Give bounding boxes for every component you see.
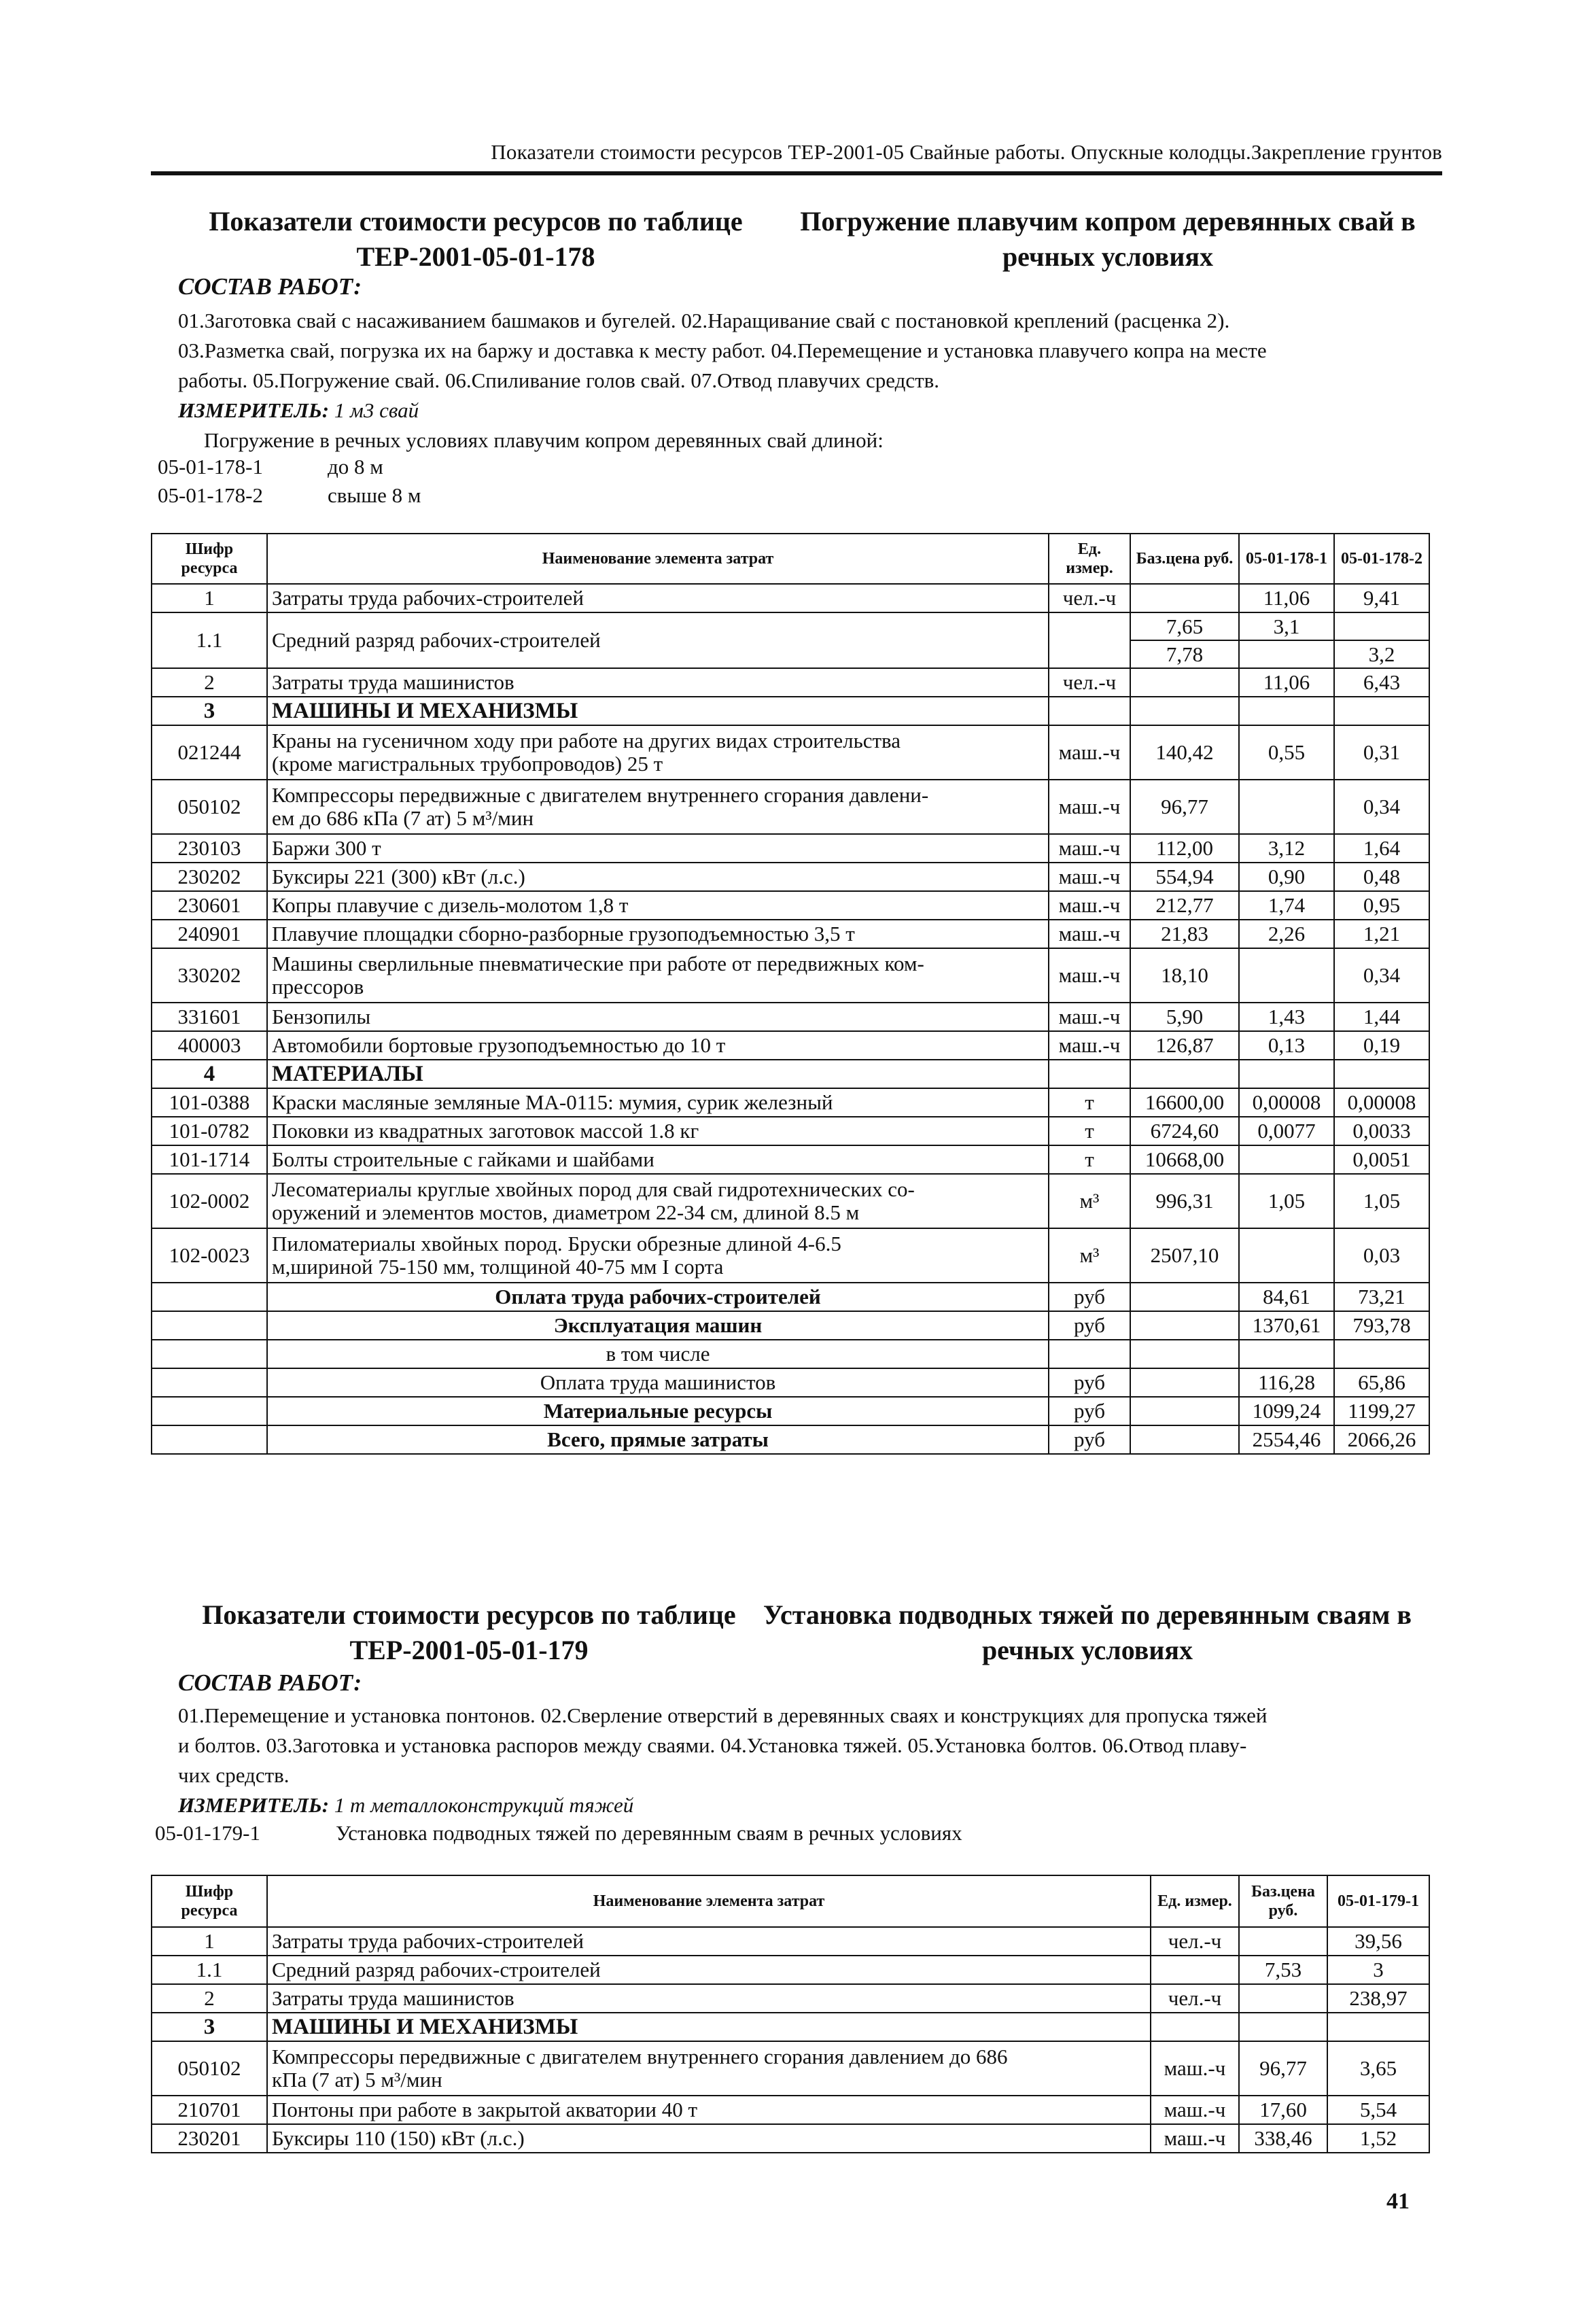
cell-v1: 0,90 [1239, 863, 1334, 891]
section2-codes [155, 1819, 962, 1848]
cell-code: 3 [152, 697, 267, 725]
table-row [152, 668, 1429, 697]
section2-composition-label: СОСТАВ РАБОТ: [178, 1669, 362, 1696]
cell-v2 [1334, 1060, 1429, 1088]
cell-unit: руб [1049, 1368, 1130, 1397]
table-row [152, 1984, 1429, 2013]
cell-unit: т [1049, 1117, 1130, 1145]
table-total-row [152, 1368, 1429, 1397]
section2-title-left [156, 1597, 782, 1668]
cell-v2: 1199,27 [1334, 1397, 1429, 1425]
cell-v2: 6,43 [1334, 668, 1429, 697]
cell-code: 400003 [152, 1031, 267, 1060]
cell-price: 17,60 [1239, 2096, 1327, 2124]
cell-unit: руб [1049, 1425, 1130, 1454]
cell-price [1130, 1368, 1239, 1397]
cell-code: 1.1 [152, 612, 267, 668]
cell-name: Затраты труда машинистов [267, 1984, 1151, 2013]
table-row [152, 2041, 1429, 2096]
cell-name: Буксиры 221 (300) кВт (л.с.) [267, 863, 1049, 891]
cell-name-line: оружений и элементов мостов, диаметром 22-34 см, длиной 8.5 м [272, 1200, 860, 1224]
cell-price: 18,10 [1130, 948, 1239, 1003]
cell-code: 210701 [152, 2096, 267, 2124]
code: 05-01-178-1 [158, 455, 263, 479]
cell-name [267, 780, 1049, 834]
cell-code [152, 1425, 267, 1454]
cell-price: 7,53 [1239, 1956, 1327, 1984]
cell-v1: 1,52 [1327, 2124, 1429, 2153]
code-line [158, 481, 421, 510]
cell-unit [1151, 2013, 1239, 2041]
cell-price: 96,77 [1130, 780, 1239, 834]
table-total-row [152, 1425, 1429, 1454]
cell-code: 1 [152, 584, 267, 612]
cell-name: Материальные ресурсы [267, 1397, 1049, 1425]
cell-unit [1049, 1340, 1130, 1368]
cell-name-line: кПа (7 ат) 5 м³/мин [272, 2068, 442, 2092]
section1-resource-table [151, 533, 1430, 1455]
header-code: Шифр ресурса [152, 1875, 267, 1927]
code: 05-01-178-2 [158, 483, 263, 507]
cell-v1-empty [1240, 641, 1333, 667]
cell-code: 021244 [152, 725, 267, 780]
composition-line: работы. 05.Погружение свай. 06.Спиливание голов свай. 07.Отвод плавучих средств. [178, 368, 940, 392]
cell-name [267, 2041, 1151, 2096]
cell-name: Автомобили бортовые грузоподъемностью до 10 т [267, 1031, 1049, 1060]
cell-name: Понтоны при работе в закрытой акватории 40 т [267, 2096, 1151, 2124]
composition-line: чих средств. [178, 1763, 290, 1787]
section1-composition [178, 306, 1435, 426]
cell-v1: 11,06 [1239, 668, 1334, 697]
cell-price: 2507,10 [1130, 1228, 1239, 1283]
section2-title-left-line1: Показатели стоимости ресурсов по таблице [202, 1599, 736, 1630]
cell-code: 2 [152, 668, 267, 697]
cell-name: Затраты труда рабочих-строителей [267, 584, 1049, 612]
cell-unit: маш.-ч [1049, 948, 1130, 1003]
cell-name: Баржи 300 т [267, 834, 1049, 863]
section1-title-right-line1: Погружение плавучим копром деревянных свай в [800, 206, 1416, 237]
header-col2: 05-01-178-2 [1334, 534, 1429, 584]
cell-unit: т [1049, 1145, 1130, 1174]
cell-name-line: (кроме магистральных трубопроводов) 25 т [272, 752, 663, 776]
cell-name [267, 1174, 1049, 1228]
cell-price-a: 7,65 [1131, 613, 1238, 641]
cell-v2: 0,19 [1334, 1031, 1429, 1060]
table-row [152, 1117, 1429, 1145]
cell-unit: руб [1049, 1283, 1130, 1311]
section1-title-left-line1: Показатели стоимости ресурсов по таблице [209, 206, 743, 237]
cell-name-line: Компрессоры передвижные с двигателем внутреннего сгорания давлением до 686 [272, 2045, 1008, 2068]
cell-v1 [1239, 1060, 1334, 1088]
cell-price [1239, 1927, 1327, 1956]
cell-v1: 1,05 [1239, 1174, 1334, 1228]
cell-code: 050102 [152, 2041, 267, 2096]
table-row [152, 1228, 1429, 1283]
cell-price [1130, 697, 1239, 725]
section2-meter [178, 1790, 1435, 1820]
header-col1: 05-01-179-1 [1327, 1875, 1429, 1927]
cell-code: 3 [152, 2013, 267, 2041]
cell-price [1130, 1340, 1239, 1368]
cell-v2 [1334, 1340, 1429, 1368]
cell-v2: 2066,26 [1334, 1425, 1429, 1454]
code-desc: Установка подводных тяжей по деревянным сваям в речных условиях [336, 1821, 962, 1845]
section2-title-right-line2: речных условиях [981, 1635, 1193, 1665]
cell-name: Затраты труда рабочих-строителей [267, 1927, 1151, 1956]
cell-v1: 0,0077 [1239, 1117, 1334, 1145]
table-row [152, 725, 1429, 780]
cell-v2: 65,86 [1334, 1368, 1429, 1397]
cell-name-line: Пиломатериалы хвойных пород. Бруски обрезные длиной 4-6.5 [272, 1232, 841, 1255]
cell-v1: 39,56 [1327, 1927, 1429, 1956]
cell-v1: 3 [1327, 1956, 1429, 1984]
cell-v2 [1334, 697, 1429, 725]
cell-code [152, 1397, 267, 1425]
cell-price [1239, 2013, 1327, 2041]
cell-name: Средний разряд рабочих-строителей [267, 1956, 1151, 1984]
cell-unit [1049, 697, 1130, 725]
table-row [152, 1174, 1429, 1228]
cell-v1 [1239, 1340, 1334, 1368]
table-section-row [152, 2013, 1429, 2041]
cell-unit: чел.-ч [1151, 1984, 1239, 2013]
cell-name: МАТЕРИАЛЫ [267, 1060, 1049, 1088]
cell-unit: руб [1049, 1311, 1130, 1340]
cell-price: 21,83 [1130, 920, 1239, 948]
table-row [152, 1088, 1429, 1117]
cell-unit: чел.-ч [1151, 1927, 1239, 1956]
cell-name: Всего, прямые затраты [267, 1425, 1049, 1454]
cell-name: Бензопилы [267, 1003, 1049, 1031]
cell-name: в том числе [267, 1340, 1049, 1368]
cell-price: 96,77 [1239, 2041, 1327, 2096]
cell-v1: 1099,24 [1239, 1397, 1334, 1425]
cell-unit: т [1049, 1088, 1130, 1117]
cell-code [152, 1283, 267, 1311]
cell-v2: 73,21 [1334, 1283, 1429, 1311]
cell-price [1130, 1425, 1239, 1454]
cell-price [1239, 1984, 1327, 2013]
cell-code [152, 1368, 267, 1397]
table-row [152, 948, 1429, 1003]
table-row [152, 1927, 1429, 1956]
cell-v1: 0,13 [1239, 1031, 1334, 1060]
section1-title-right [788, 204, 1427, 275]
section1-title-left-line2: ТЕР-2001-05-01-178 [356, 241, 595, 272]
cell-v2: 1,44 [1334, 1003, 1429, 1031]
cell-name: Краски масляные земляные МА-0115: мумия, сурик железный [267, 1088, 1049, 1117]
cell-v2: 0,0051 [1334, 1145, 1429, 1174]
cell-v1 [1239, 780, 1334, 834]
cell-name [267, 725, 1049, 780]
cell-v2: 0,34 [1334, 948, 1429, 1003]
cell-price: 6724,60 [1130, 1117, 1239, 1145]
meter-label: ИЗМЕРИТЕЛЬ: [178, 1793, 330, 1817]
cell-v1 [1239, 948, 1334, 1003]
cell-code: 101-0388 [152, 1088, 267, 1117]
header-code: Шифр ресурса [152, 534, 267, 584]
cell-price: 126,87 [1130, 1031, 1239, 1060]
cell-name-line: Лесоматериалы круглые хвойных пород для свай гидротехнических со- [272, 1177, 915, 1201]
composition-line: 03.Разметка свай, погрузка их на баржу и доставка к месту работ. 04.Перемещение и установка плавучего копра на месте [178, 339, 1267, 362]
cell-price: 5,90 [1130, 1003, 1239, 1031]
code-line [155, 1819, 962, 1848]
cell-code: 330202 [152, 948, 267, 1003]
table-row [152, 834, 1429, 863]
cell-unit: маш.-ч [1049, 780, 1130, 834]
table-row [152, 863, 1429, 891]
cell-unit: маш.-ч [1049, 891, 1130, 920]
cell-unit [1049, 1060, 1130, 1088]
cell-name-line: прессоров [272, 975, 364, 999]
cell-price: 212,77 [1130, 891, 1239, 920]
cell-price-b: 7,78 [1166, 642, 1204, 666]
cell-v1: 3,12 [1239, 834, 1334, 863]
cell-code: 102-0023 [152, 1228, 267, 1283]
cell-unit [1049, 612, 1130, 668]
cell-name: МАШИНЫ И МЕХАНИЗМЫ [267, 697, 1049, 725]
cell-v2: 0,31 [1334, 725, 1429, 780]
cell-v1: 1,43 [1239, 1003, 1334, 1031]
cell-price [1130, 584, 1239, 612]
table-row [152, 780, 1429, 834]
code-desc: свыше 8 м [328, 483, 421, 507]
cell-price [1130, 1397, 1239, 1425]
cell-code: 230103 [152, 834, 267, 863]
meter-value: 1 м3 свай [334, 398, 419, 422]
table-section-row [152, 1060, 1429, 1088]
cell-name: Затраты труда машинистов [267, 668, 1049, 697]
cell-price-split [1130, 612, 1239, 668]
cell-v2: 0,03 [1334, 1228, 1429, 1283]
cell-code: 1 [152, 1927, 267, 1956]
cell-v1: 1,74 [1239, 891, 1334, 920]
table-row [152, 2124, 1429, 2153]
cell-v2: 0,48 [1334, 863, 1429, 891]
cell-price: 554,94 [1130, 863, 1239, 891]
cell-v1 [1239, 1228, 1334, 1283]
cell-v1: 238,97 [1327, 1984, 1429, 2013]
cell-v1 [1327, 2013, 1429, 2041]
cell-unit: маш.-ч [1049, 1031, 1130, 1060]
meter-value: 1 т металлоконструкций тяжей [334, 1793, 634, 1817]
table-row [152, 584, 1429, 612]
cell-v2: 3,2 [1368, 642, 1395, 666]
composition-line: 01.Перемещение и установка понтонов. 02.Сверление отверстий в деревянных сваях и конструкциях для пропуска тяжей [178, 1703, 1268, 1727]
cell-name: Оплата труда машинистов [267, 1368, 1049, 1397]
cell-unit: маш.-ч [1151, 2041, 1239, 2096]
cell-v2: 0,34 [1334, 780, 1429, 834]
cell-price: 140,42 [1130, 725, 1239, 780]
cell-name [267, 948, 1049, 1003]
cell-name: Средний разряд рабочих-строителей [267, 612, 1049, 668]
table-row [152, 2096, 1429, 2124]
table-row [152, 1956, 1429, 1984]
table-total-row [152, 1283, 1429, 1311]
composition-line: и болтов. 03.Заготовка и установка распоров между сваями. 04.Установка тяжей. 05.Установка болтов. 06.Отвод плаву- [178, 1733, 1247, 1757]
code: 05-01-179-1 [155, 1821, 260, 1845]
cell-v1: 2554,46 [1239, 1425, 1334, 1454]
cell-name: Эксплуатация машин [267, 1311, 1049, 1340]
section1-intro: Погружение в речных условиях плавучим копром деревянных свай длиной: [204, 428, 884, 452]
cell-code: 240901 [152, 920, 267, 948]
table-row [152, 1145, 1429, 1174]
table-section-row [152, 697, 1429, 725]
cell-v1 [1239, 697, 1334, 725]
cell-unit: руб [1049, 1397, 1130, 1425]
cell-name: Оплата труда рабочих-строителей [267, 1283, 1049, 1311]
header-price: Баз.цена руб. [1239, 1875, 1327, 1927]
cell-v1 [1239, 1145, 1334, 1174]
cell-v2-split [1334, 612, 1429, 668]
cell-name [267, 1228, 1049, 1283]
header-unit: Ед. измер. [1049, 534, 1130, 584]
code-line [158, 453, 421, 481]
cell-code: 050102 [152, 780, 267, 834]
cell-v2: 793,78 [1334, 1311, 1429, 1340]
header-rule [151, 171, 1442, 175]
cell-unit [1151, 1956, 1239, 1984]
cell-v1: 0,00008 [1239, 1088, 1334, 1117]
cell-unit: чел.-ч [1049, 668, 1130, 697]
cell-code: 101-1714 [152, 1145, 267, 1174]
section1-composition-label: СОСТАВ РАБОТ: [178, 273, 362, 300]
cell-name: Плавучие площадки сборно-разборные грузоподъемностью 3,5 т [267, 920, 1049, 948]
cell-code: 102-0002 [152, 1174, 267, 1228]
cell-name: Поковки из квадратных заготовок массой 1.8 кг [267, 1117, 1049, 1145]
cell-v2: 0,00008 [1334, 1088, 1429, 1117]
cell-name: Болты строительные с гайками и шайбами [267, 1145, 1049, 1174]
cell-price [1130, 1311, 1239, 1340]
table-header-row [152, 534, 1429, 584]
cell-name-line: Краны на гусеничном ходу при работе на других видах строительства [272, 729, 901, 752]
cell-price [1130, 1060, 1239, 1088]
cell-v1: 3,65 [1327, 2041, 1429, 2096]
cell-name: Копры плавучие с дизель-молотом 1,8 т [267, 891, 1049, 920]
cell-unit: м³ [1049, 1174, 1130, 1228]
section2-resource-table [151, 1875, 1430, 2153]
table-total-row [152, 1397, 1429, 1425]
header-name: Наименование элемента затрат [267, 1875, 1151, 1927]
table-row-rank [152, 612, 1429, 668]
table-row [152, 1031, 1429, 1060]
cell-v2: 9,41 [1334, 584, 1429, 612]
meter-label: ИЗМЕРИТЕЛЬ: [178, 398, 330, 422]
cell-code: 4 [152, 1060, 267, 1088]
section2-title-right [748, 1597, 1427, 1668]
cell-code: 230201 [152, 2124, 267, 2153]
page-number: 41 [1386, 2189, 1410, 2214]
cell-unit: маш.-ч [1049, 863, 1130, 891]
cell-v1: 3,1 [1240, 613, 1333, 641]
cell-v2-empty [1335, 613, 1429, 641]
cell-v2: 1,05 [1334, 1174, 1429, 1228]
cell-price: 996,31 [1130, 1174, 1239, 1228]
cell-unit: маш.-ч [1049, 725, 1130, 780]
cell-v1: 5,54 [1327, 2096, 1429, 2124]
table-row [152, 1003, 1429, 1031]
cell-price: 112,00 [1130, 834, 1239, 863]
cell-v2: 1,21 [1334, 920, 1429, 948]
cell-v1-split [1239, 612, 1334, 668]
cell-unit: маш.-ч [1151, 2096, 1239, 2124]
cell-name-line: м,шириной 75-150 мм, толщиной 40-75 мм I сорта [272, 1255, 724, 1279]
cell-v2: 0,0033 [1334, 1117, 1429, 1145]
code-desc: до 8 м [328, 455, 383, 479]
cell-price: 10668,00 [1130, 1145, 1239, 1174]
section1-title-right-line2: речных условиях [1002, 241, 1214, 272]
cell-code: 2 [152, 1984, 267, 2013]
cell-v2: 0,95 [1334, 891, 1429, 920]
cell-unit: маш.-ч [1049, 920, 1130, 948]
cell-code [152, 1340, 267, 1368]
cell-price: 338,46 [1239, 2124, 1327, 2153]
cell-v1: 116,28 [1239, 1368, 1334, 1397]
cell-name-line: Компрессоры передвижные с двигателем внутреннего сгорания давлени- [272, 783, 929, 807]
composition-line: 01.Заготовка свай с насаживанием башмаков и бугелей. 02.Наращивание свай с постановкой креплений (расценка 2). [178, 309, 1230, 332]
cell-unit: чел.-ч [1049, 584, 1130, 612]
section1-codes [158, 453, 421, 510]
cell-v1: 11,06 [1239, 584, 1334, 612]
header-col1: 05-01-178-1 [1239, 534, 1334, 584]
cell-unit: м³ [1049, 1228, 1130, 1283]
cell-code: 101-0782 [152, 1117, 267, 1145]
cell-name: Буксиры 110 (150) кВт (л.с.) [267, 2124, 1151, 2153]
page-header: Показатели стоимости ресурсов ТЕР-2001-05 Свайные работы. Опускные колодцы.Закрепление грунтов [491, 140, 1442, 164]
table-row [152, 891, 1429, 920]
table-row [152, 920, 1429, 948]
cell-v2: 1,64 [1334, 834, 1429, 863]
cell-name-line: ем до 686 кПа (7 ат) 5 м³/мин [272, 806, 534, 830]
cell-v1: 0,55 [1239, 725, 1334, 780]
table-total-row [152, 1311, 1429, 1340]
section2-title-right-line1: Установка подводных тяжей по деревянным сваям в [763, 1599, 1412, 1630]
section1-title-left [170, 204, 782, 275]
cell-code: 230202 [152, 863, 267, 891]
table-total-row [152, 1340, 1429, 1368]
cell-price [1130, 668, 1239, 697]
table-header-row [152, 1875, 1429, 1927]
section2-title-left-line2: ТЕР-2001-05-01-179 [349, 1635, 589, 1665]
cell-code [152, 1311, 267, 1340]
cell-v1: 2,26 [1239, 920, 1334, 948]
header-price: Баз.цена руб. [1130, 534, 1239, 584]
cell-price: 16600,00 [1130, 1088, 1239, 1117]
cell-v1: 1370,61 [1239, 1311, 1334, 1340]
cell-code: 230601 [152, 891, 267, 920]
cell-code: 1.1 [152, 1956, 267, 1984]
section1-meter [178, 396, 1435, 426]
cell-code: 331601 [152, 1003, 267, 1031]
section2-composition [178, 1701, 1435, 1820]
cell-unit: маш.-ч [1049, 1003, 1130, 1031]
cell-name-line: Машины сверлильные пневматические при работе от передвижных ком- [272, 952, 924, 975]
cell-v1: 84,61 [1239, 1283, 1334, 1311]
header-name: Наименование элемента затрат [267, 534, 1049, 584]
cell-price [1130, 1283, 1239, 1311]
cell-unit: маш.-ч [1049, 834, 1130, 863]
cell-unit: маш.-ч [1151, 2124, 1239, 2153]
cell-name: МАШИНЫ И МЕХАНИЗМЫ [267, 2013, 1151, 2041]
header-unit: Ед. измер. [1151, 1875, 1239, 1927]
